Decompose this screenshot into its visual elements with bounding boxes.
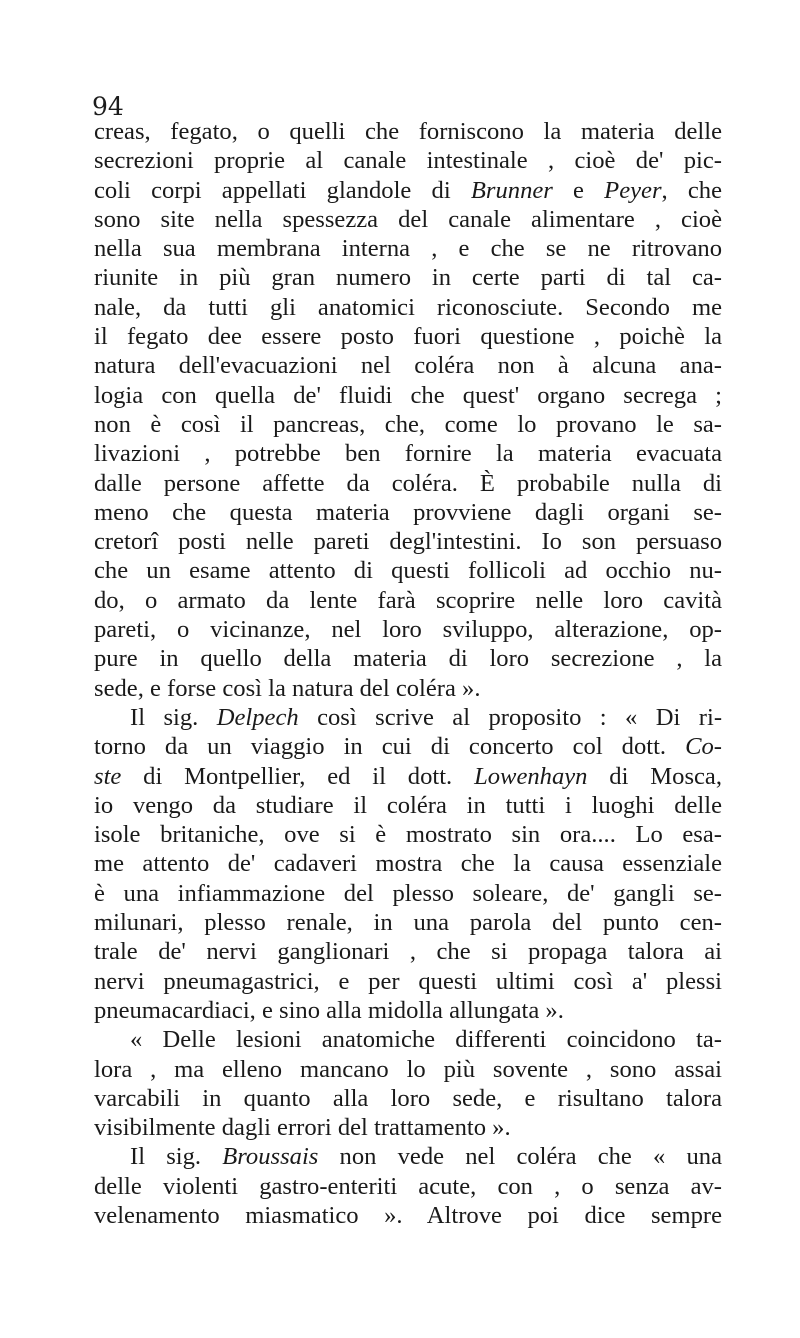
body-text bbox=[94, 117, 722, 1230]
italic-name: Delpech bbox=[216, 703, 299, 731]
text-segment: varcabili in quanto alla loro sede, e risultano talora bbox=[94, 1084, 722, 1112]
text-segment: non è così il pancreas, che, come lo provano le sa- bbox=[94, 410, 722, 438]
italic-name: Lowenhayn bbox=[474, 762, 588, 790]
text-segment: , che bbox=[661, 176, 722, 204]
text-line bbox=[94, 908, 722, 937]
text-segment: pure in quello della materia di loro secrezione , la bbox=[94, 645, 722, 673]
text-line bbox=[94, 322, 722, 351]
text-segment: riunite in più gran numero in certe parti di tal ca- bbox=[94, 264, 722, 292]
italic-name: ste bbox=[94, 762, 122, 790]
italic-name: Peyer bbox=[604, 176, 662, 204]
text-segment: do, o armato da lente farà scoprire nelle loro cavità bbox=[94, 586, 722, 614]
text-line bbox=[94, 263, 722, 292]
text-segment: e bbox=[552, 176, 605, 204]
text-segment: secrezioni proprie al canale intestinale , cioè de' pic- bbox=[94, 147, 722, 175]
text-segment: lora , ma elleno mancano lo più sovente , sono assai bbox=[94, 1055, 722, 1083]
text-line bbox=[94, 439, 722, 468]
text-segment: sede, e forse così la natura del coléra ». bbox=[94, 674, 481, 702]
page-number: 94 bbox=[92, 92, 124, 121]
text-line bbox=[94, 381, 722, 410]
text-line bbox=[94, 205, 722, 234]
text-line bbox=[94, 469, 722, 498]
text-line bbox=[94, 117, 722, 146]
text-segment: meno che questa materia provviene dagli organi se- bbox=[94, 498, 722, 526]
text-line bbox=[94, 1113, 722, 1142]
text-segment: isole britaniche, ove si è mostrato sin ora.... Lo esa- bbox=[94, 821, 722, 849]
italic-name: Broussais bbox=[222, 1143, 319, 1171]
text-line bbox=[94, 791, 722, 820]
text-line bbox=[94, 1172, 722, 1201]
text-line bbox=[94, 293, 722, 322]
text-segment: Il sig. bbox=[130, 703, 217, 731]
text-line bbox=[94, 586, 722, 615]
text-segment: così scrive al proposito : « Di ri- bbox=[298, 703, 723, 731]
text-segment: « Delle lesioni anatomiche differenti coincidono ta- bbox=[130, 1026, 722, 1054]
text-line bbox=[94, 498, 722, 527]
text-line bbox=[94, 703, 722, 732]
text-line bbox=[94, 146, 722, 175]
text-line bbox=[94, 967, 722, 996]
text-segment: non vede nel coléra che « una bbox=[318, 1143, 723, 1171]
text-line bbox=[94, 762, 722, 791]
text-segment: coli corpi appellati glandole di bbox=[94, 176, 471, 204]
text-segment: Il sig. bbox=[130, 1143, 223, 1171]
text-segment: nale, da tutti gli anatomici riconosciute. Secondo me bbox=[94, 293, 722, 321]
text-segment: è una infiammazione del plesso soleare, de' gangli se- bbox=[94, 879, 722, 907]
text-segment: che un esame attento di questi follicoli ad occhio nu- bbox=[94, 557, 722, 585]
text-segment: livazioni , potrebbe ben fornire la materia evacuata bbox=[94, 440, 722, 468]
text-segment: dalle persone affette da coléra. È probabile nulla di bbox=[94, 469, 722, 497]
text-segment: pneumacardiaci, e sino alla midolla allungata ». bbox=[94, 996, 564, 1024]
text-line bbox=[94, 556, 722, 585]
text-line bbox=[94, 351, 722, 380]
text-segment: milunari, plesso renale, in una parola del punto cen- bbox=[94, 909, 722, 937]
text-segment: delle violenti gastro-enteriti acute, con , o senza av- bbox=[94, 1172, 722, 1200]
text-segment: di Montpellier, ed il dott. bbox=[121, 762, 475, 790]
italic-name: Co- bbox=[685, 733, 722, 761]
text-line bbox=[94, 820, 722, 849]
text-segment: io vengo da studiare il coléra in tutti i luoghi delle bbox=[94, 791, 722, 819]
text-segment: nella sua membrana interna , e che se ne ritrovano bbox=[94, 235, 722, 263]
text-segment: velenamento miasmatico ». Altrove poi dice sempre bbox=[94, 1201, 722, 1229]
text-line bbox=[94, 1142, 722, 1171]
text-line bbox=[94, 674, 722, 703]
text-segment: torno da un viaggio in cui di concerto col dott. bbox=[94, 733, 686, 761]
text-line bbox=[94, 732, 722, 761]
italic-name: Brunner bbox=[470, 176, 553, 204]
text-segment: logia con quella de' fluidi che quest' organo secrega ; bbox=[94, 381, 722, 409]
text-segment: trale de' nervi ganglionari , che si propaga talora ai bbox=[94, 938, 722, 966]
text-segment: cretorî posti nelle pareti degl'intestini. Io son persuaso bbox=[94, 528, 722, 556]
text-line bbox=[94, 1201, 722, 1230]
text-line bbox=[94, 1025, 722, 1054]
text-line bbox=[94, 176, 722, 205]
text-segment: il fegato dee essere posto fuori questione , poichè la bbox=[94, 323, 722, 351]
text-segment: me attento de' cadaveri mostra che la causa essenziale bbox=[94, 850, 722, 878]
text-segment: natura dell'evacuazioni nel coléra non à alcuna ana- bbox=[94, 352, 722, 380]
text-line bbox=[94, 849, 722, 878]
text-segment: nervi pneumagastrici, e per questi ultimi così a' plessi bbox=[94, 967, 722, 995]
text-line bbox=[94, 937, 722, 966]
text-segment: visibilmente dagli errori del trattamento ». bbox=[94, 1114, 511, 1142]
text-line bbox=[94, 1055, 722, 1084]
text-line bbox=[94, 615, 722, 644]
text-segment: di Mosca, bbox=[587, 762, 722, 790]
text-line bbox=[94, 527, 722, 556]
text-line bbox=[94, 879, 722, 908]
text-line bbox=[94, 996, 722, 1025]
text-segment: sono site nella spessezza del canale alimentare , cioè bbox=[94, 205, 722, 233]
text-line bbox=[94, 644, 722, 673]
text-line bbox=[94, 234, 722, 263]
text-line bbox=[94, 410, 722, 439]
text-segment: creas, fegato, o quelli che forniscono la materia delle bbox=[94, 118, 722, 145]
text-segment: pareti, o vicinanze, nel loro sviluppo, alterazione, op- bbox=[94, 616, 722, 644]
text-line bbox=[94, 1084, 722, 1113]
